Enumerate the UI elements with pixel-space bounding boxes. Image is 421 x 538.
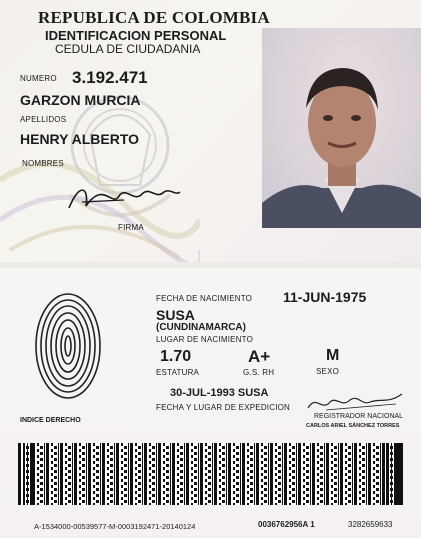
- sex-value: M: [326, 347, 340, 364]
- given-names-label: NOMBRES: [22, 159, 64, 168]
- registrar-title: REGISTRADOR NACIONAL: [314, 413, 404, 420]
- id-number: 3.192.471: [72, 68, 148, 87]
- height-label: ESTATURA: [156, 368, 200, 377]
- footer-serial: 0036762956A 1: [258, 520, 315, 529]
- id-card-front: [0, 0, 421, 262]
- surnames-value: GARZON MURCIA: [20, 92, 141, 108]
- signature-label: FIRMA: [118, 223, 144, 232]
- blood-type-value: A+: [248, 347, 271, 366]
- height-value: 1.70: [160, 348, 192, 365]
- footer-code: A-1534000-00539577-M-0003192471-20140124: [34, 522, 196, 531]
- country-title: REPUBLICA DE COLOMBIA: [38, 8, 270, 27]
- issue-label: FECHA Y LUGAR DE EXPEDICION: [156, 403, 291, 412]
- given-names-value: HENRY ALBERTO: [20, 131, 140, 147]
- birth-date-value: 11-JUN-1975: [283, 289, 367, 305]
- registrar-name: CARLOS ARIEL SÁNCHEZ TORRES: [306, 423, 400, 429]
- holder-photo: [262, 28, 421, 228]
- footer-number: 3282659633: [348, 520, 393, 529]
- blood-type-label: G.S. RH: [243, 368, 275, 377]
- holder-signature: [64, 178, 184, 218]
- birth-date-label: FECHA DE NACIMIENTO: [156, 294, 253, 303]
- birth-city-value: SUSA: [156, 307, 195, 323]
- fingerprint-image: [32, 288, 104, 400]
- pdf417-barcode: [18, 443, 403, 505]
- document-type: IDENTIFICACION PERSONAL: [45, 28, 227, 43]
- birth-department-value: (CUNDINAMARCA): [156, 322, 246, 333]
- fingerprint-label: INDICE DERECHO: [20, 417, 81, 424]
- document-subtitle: CEDULA DE CIUDADANIA: [55, 42, 201, 56]
- sex-label: SEXO: [316, 367, 340, 376]
- issue-value: 30-JUL-1993 SUSA: [170, 387, 269, 399]
- number-label: NUMERO: [20, 74, 57, 83]
- surnames-label: APELLIDOS: [20, 115, 67, 124]
- birth-place-label: LUGAR DE NACIMIENTO: [156, 335, 253, 344]
